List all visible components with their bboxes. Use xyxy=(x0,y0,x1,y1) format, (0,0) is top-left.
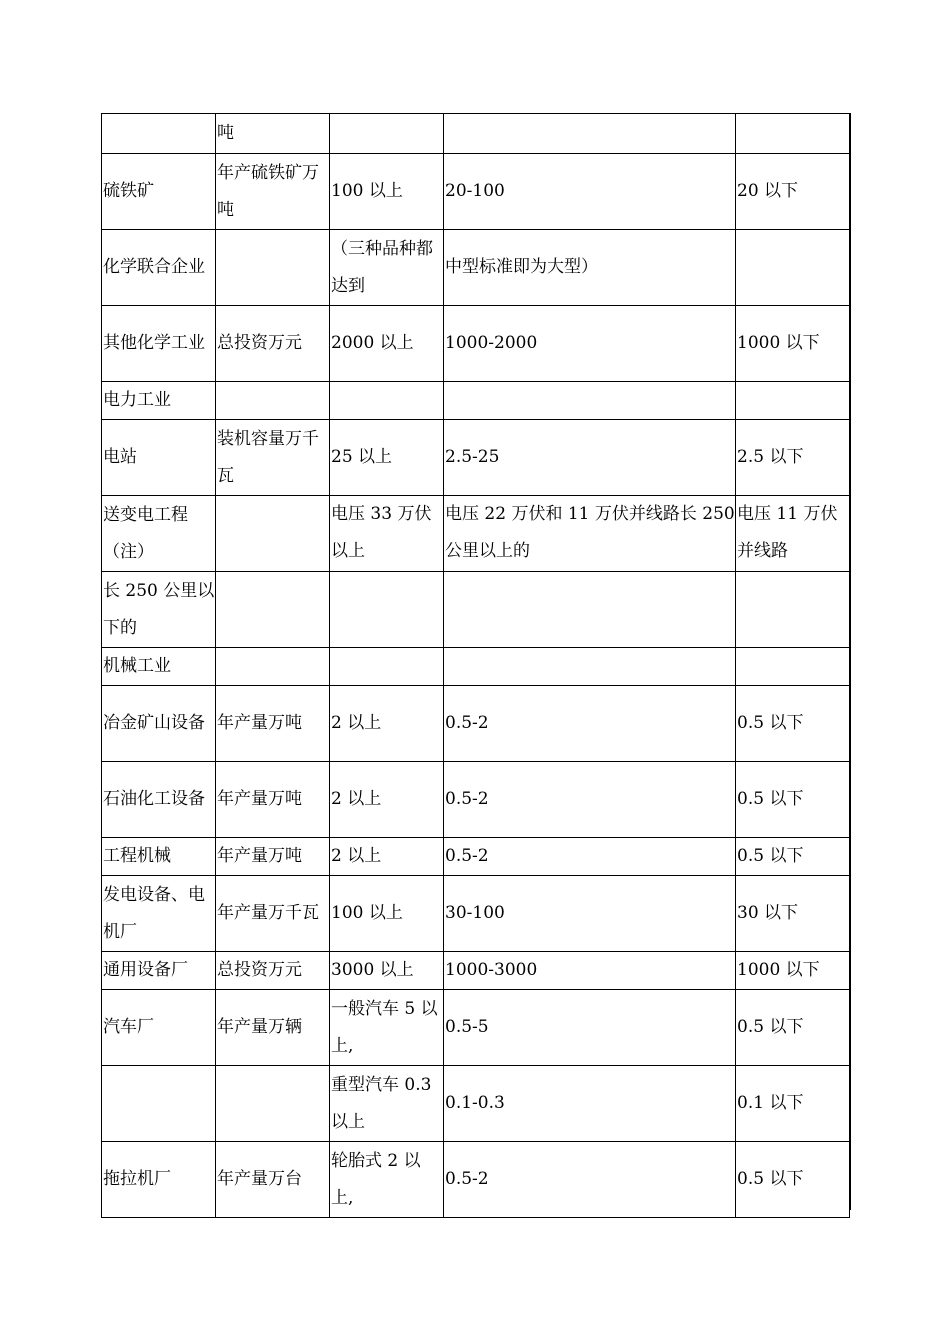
unit-cell xyxy=(216,572,330,648)
category-cell: 电站 xyxy=(102,420,216,496)
category-cell xyxy=(102,114,216,154)
medium-scale-cell: 0.5-5 xyxy=(444,990,736,1066)
category-cell: 机械工业 xyxy=(102,648,216,686)
table-row xyxy=(102,686,850,762)
small-scale-cell: 0.5 以下 xyxy=(736,762,850,838)
medium-scale-cell: 0.1-0.3 xyxy=(444,1066,736,1142)
unit-cell: 年产量万台 xyxy=(216,1142,330,1218)
table-row xyxy=(102,952,850,990)
medium-scale-cell: 电压 22 万伏和 11 万伏并线路长 250 公里以上的 xyxy=(444,496,736,572)
small-scale-cell: 0.5 以下 xyxy=(736,1142,850,1218)
medium-scale-cell: 0.5-2 xyxy=(444,686,736,762)
large-scale-cell: 轮胎式 2 以上, xyxy=(330,1142,444,1218)
table-row xyxy=(102,1066,850,1142)
table-body xyxy=(102,114,850,1218)
category-cell: 拖拉机厂 xyxy=(102,1142,216,1218)
medium-scale-cell: 中型标准即为大型） xyxy=(444,230,736,306)
large-scale-cell: 一般汽车 5 以上, xyxy=(330,990,444,1066)
category-cell: 通用设备厂 xyxy=(102,952,216,990)
small-scale-cell: 1000 以下 xyxy=(736,952,850,990)
small-scale-cell xyxy=(736,114,850,154)
medium-scale-cell xyxy=(444,114,736,154)
large-scale-cell: 2000 以上 xyxy=(330,306,444,382)
table-row xyxy=(102,648,850,686)
small-scale-cell xyxy=(736,572,850,648)
medium-scale-cell: 1000-3000 xyxy=(444,952,736,990)
category-cell: 其他化学工业 xyxy=(102,306,216,382)
small-scale-cell: 电压 11 万伏并线路 xyxy=(736,496,850,572)
large-scale-cell: 电压 33 万伏以上 xyxy=(330,496,444,572)
category-cell: 电力工业 xyxy=(102,382,216,420)
small-scale-cell xyxy=(736,648,850,686)
category-cell xyxy=(102,1066,216,1142)
table-row xyxy=(102,496,850,572)
medium-scale-cell xyxy=(444,382,736,420)
small-scale-cell: 2.5 以下 xyxy=(736,420,850,496)
unit-cell: 总投资万元 xyxy=(216,952,330,990)
large-scale-cell xyxy=(330,648,444,686)
medium-scale-cell: 2.5-25 xyxy=(444,420,736,496)
large-scale-cell xyxy=(330,114,444,154)
unit-cell xyxy=(216,382,330,420)
large-scale-cell: 100 以上 xyxy=(330,876,444,952)
small-scale-cell: 0.1 以下 xyxy=(736,1066,850,1142)
unit-cell: 年产量万吨 xyxy=(216,762,330,838)
table-row xyxy=(102,306,850,382)
table-row xyxy=(102,114,850,154)
category-cell: 冶金矿山设备 xyxy=(102,686,216,762)
medium-scale-cell: 30-100 xyxy=(444,876,736,952)
enterprise-scale-table xyxy=(101,113,850,1218)
category-cell: 长 250 公里以下的 xyxy=(102,572,216,648)
category-cell: 石油化工设备 xyxy=(102,762,216,838)
small-scale-cell: 1000 以下 xyxy=(736,306,850,382)
unit-cell xyxy=(216,496,330,572)
table-row xyxy=(102,762,850,838)
table-row xyxy=(102,154,850,230)
large-scale-cell: 25 以上 xyxy=(330,420,444,496)
large-scale-cell: 2 以上 xyxy=(330,762,444,838)
unit-cell: 年产硫铁矿万吨 xyxy=(216,154,330,230)
medium-scale-cell: 0.5-2 xyxy=(444,1142,736,1218)
small-scale-cell: 30 以下 xyxy=(736,876,850,952)
large-scale-cell: 重型汽车 0.3 以上 xyxy=(330,1066,444,1142)
large-scale-cell xyxy=(330,572,444,648)
table-row xyxy=(102,876,850,952)
large-scale-cell: 2 以上 xyxy=(330,838,444,876)
unit-cell: 年产量万吨 xyxy=(216,838,330,876)
table-row xyxy=(102,838,850,876)
table-row xyxy=(102,1142,850,1218)
category-cell: 送变电工程（注） xyxy=(102,496,216,572)
unit-cell: 年产量万千瓦 xyxy=(216,876,330,952)
document-page xyxy=(101,113,850,1218)
category-cell: 化学联合企业 xyxy=(102,230,216,306)
large-scale-cell: 3000 以上 xyxy=(330,952,444,990)
large-scale-cell xyxy=(330,382,444,420)
category-cell: 硫铁矿 xyxy=(102,154,216,230)
unit-cell: 年产量万吨 xyxy=(216,686,330,762)
table-row xyxy=(102,990,850,1066)
small-scale-cell: 0.5 以下 xyxy=(736,838,850,876)
medium-scale-cell: 1000-2000 xyxy=(444,306,736,382)
unit-cell xyxy=(216,1066,330,1142)
unit-cell: 总投资万元 xyxy=(216,306,330,382)
medium-scale-cell xyxy=(444,572,736,648)
small-scale-cell: 0.5 以下 xyxy=(736,686,850,762)
small-scale-cell xyxy=(736,230,850,306)
large-scale-cell: （三种品种都达到 xyxy=(330,230,444,306)
medium-scale-cell: 20-100 xyxy=(444,154,736,230)
table-row xyxy=(102,420,850,496)
table-row xyxy=(102,230,850,306)
category-cell: 汽车厂 xyxy=(102,990,216,1066)
large-scale-cell: 2 以上 xyxy=(330,686,444,762)
category-cell: 工程机械 xyxy=(102,838,216,876)
unit-cell: 年产量万辆 xyxy=(216,990,330,1066)
medium-scale-cell xyxy=(444,648,736,686)
large-scale-cell: 100 以上 xyxy=(330,154,444,230)
table-row xyxy=(102,572,850,648)
unit-cell: 吨 xyxy=(216,114,330,154)
right-border-line xyxy=(850,113,851,1210)
unit-cell xyxy=(216,230,330,306)
unit-cell: 装机容量万千瓦 xyxy=(216,420,330,496)
small-scale-cell: 0.5 以下 xyxy=(736,990,850,1066)
small-scale-cell xyxy=(736,382,850,420)
medium-scale-cell: 0.5-2 xyxy=(444,838,736,876)
small-scale-cell: 20 以下 xyxy=(736,154,850,230)
category-cell: 发电设备、电机厂 xyxy=(102,876,216,952)
unit-cell xyxy=(216,648,330,686)
medium-scale-cell: 0.5-2 xyxy=(444,762,736,838)
table-row xyxy=(102,382,850,420)
